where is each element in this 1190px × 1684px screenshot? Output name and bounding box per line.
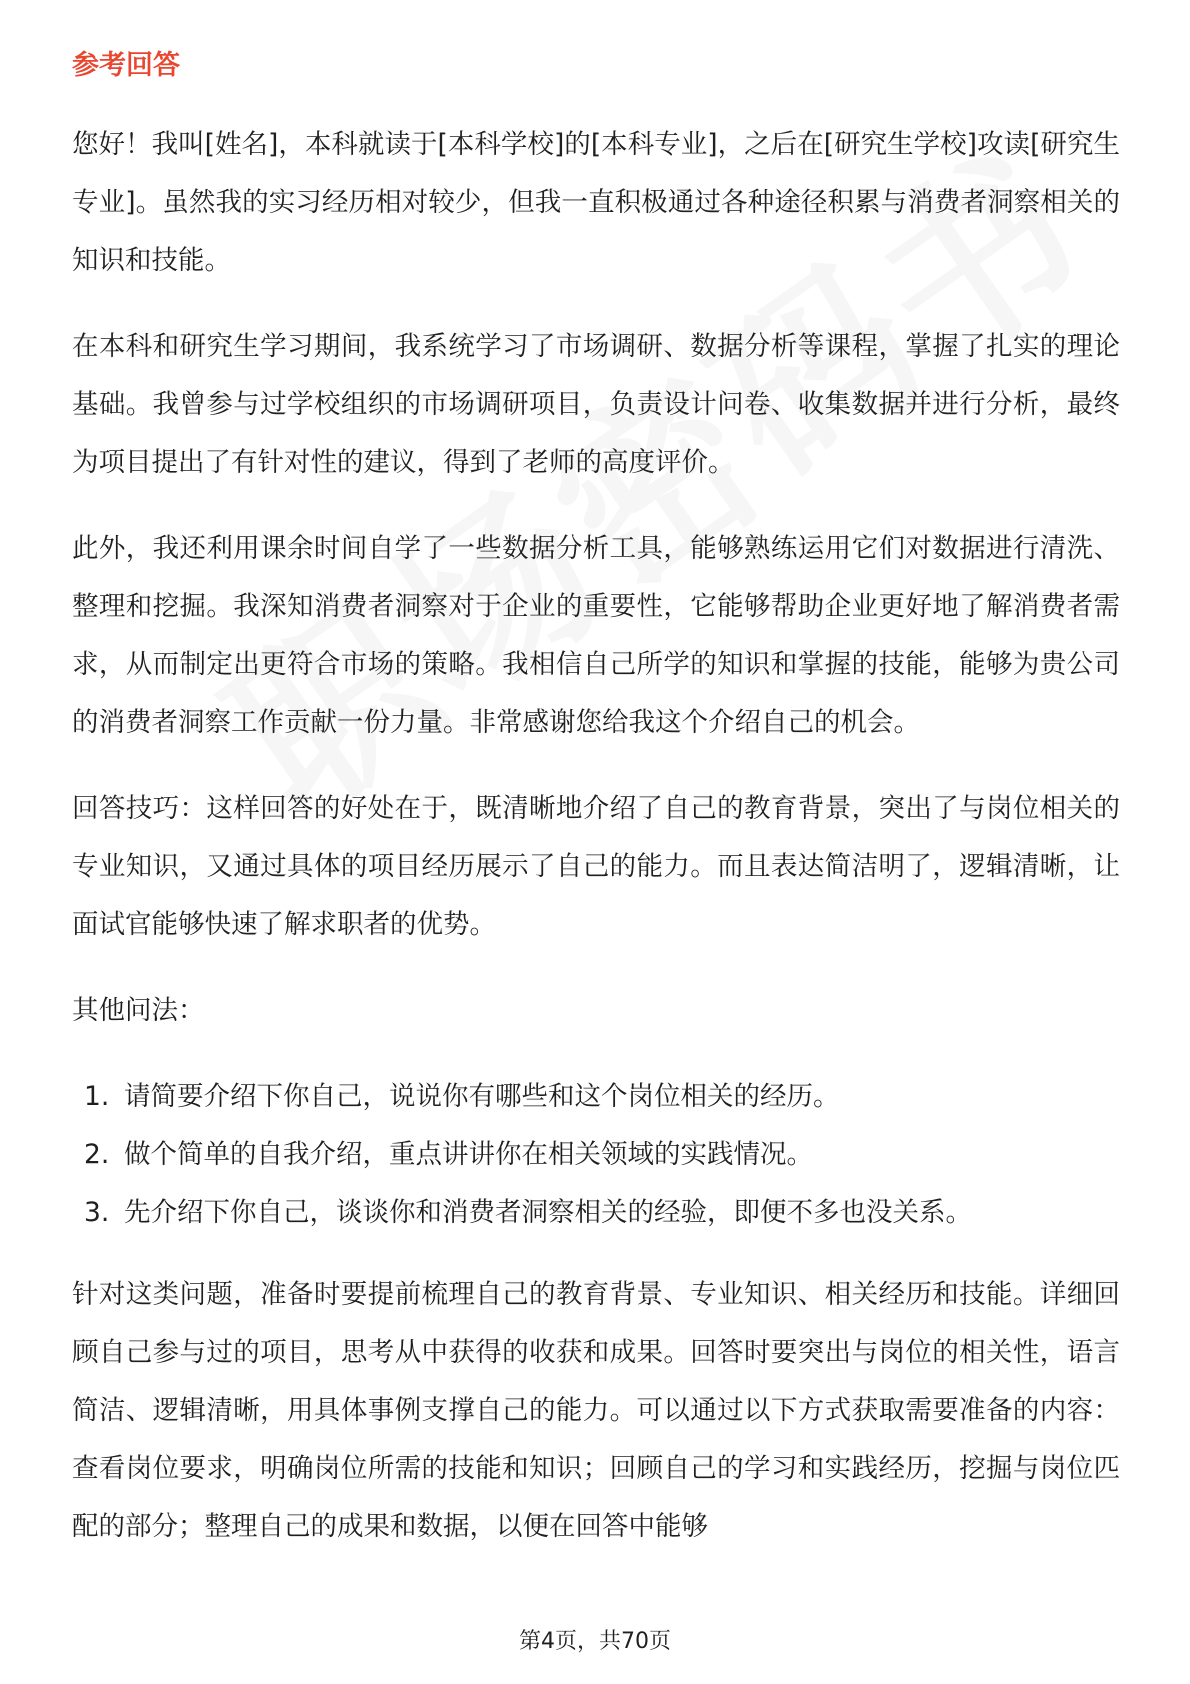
study-paragraph: 在本科和研究生学习期间，我系统学习了市场调研、数据分析等课程，掌握了扎实的理论基础。我曾参与过学校组织的市场调研项目，负责设计问卷、收集数据并进行分析，最终为项目提出了有针对性的建议，得到了老师的高度评价。 [72, 331, 1120, 478]
other-questions-label: 其他问法： [72, 995, 205, 1026]
list-item-number: 3. [84, 1197, 110, 1228]
document-body [72, 46, 1120, 1584]
tips-paragraph: 回答技巧：这样回答的好处在于，既清晰地介绍了自己的教育背景，突出了与岗位相关的专业知识，又通过具体的项目经历展示了自己的能力。而且表达简洁明了，逻辑清晰，让面试官能够快速了解求职者的优势。 [72, 793, 1120, 940]
list-item [72, 1184, 1120, 1242]
list-item-text: 做个简单的自我介绍，重点讲讲你在相关领域的实践情况。 [124, 1139, 813, 1170]
list-item [72, 1126, 1120, 1184]
list-item [72, 1068, 1120, 1126]
list-item-text: 请简要介绍下你自己，说说你有哪些和这个岗位相关的经历。 [124, 1081, 840, 1112]
intro-paragraph: 您好！我叫[姓名]，本科就读于[本科学校]的[本科专业]，之后在[研究生学校]攻读[研究生专业]。虽然我的实习经历相对较少，但我一直积极通过各种途径积累与消费者洞察相关的知识和技能。 [72, 129, 1120, 276]
skills-paragraph: 此外，我还利用课余时间自学了一些数据分析工具，能够熟练运用它们对数据进行清洗、整理和挖掘。我深知消费者洞察对于企业的重要性，它能够帮助企业更好地了解消费者需求，从而制定出更符合市场的策略。我相信自己所学的知识和掌握的技能，能够为贵公司的消费者洞察工作贡献一份力量。非常感谢您给我这个介绍自己的机会。 [72, 533, 1120, 738]
prep-paragraph: 针对这类问题，准备时要提前梳理自己的教育背景、专业知识、相关经历和技能。详细回顾自己参与过的项目，思考从中获得的收获和成果。回答时要突出与岗位的相关性，语言简洁、逻辑清晰，用具体事例支撑自己的能力。可以通过以下方式获取需要准备的内容：查看岗位要求，明确岗位所需的技能和知识；回顾自己的学习和实践经历，挖掘与岗位匹配的部分；整理自己的成果和数据，以便在回答中能够 [72, 1279, 1120, 1542]
list-item-number: 1. [84, 1081, 110, 1112]
section-title: 参考回答 [72, 50, 180, 81]
list-item-number: 2. [84, 1139, 110, 1170]
other-questions-list [72, 1068, 1120, 1242]
page-footer: 第4页，共70页 [519, 1629, 671, 1654]
list-item-text: 先介绍下你自己，谈谈你和消费者洞察相关的经验，即便不多也没关系。 [124, 1197, 972, 1228]
